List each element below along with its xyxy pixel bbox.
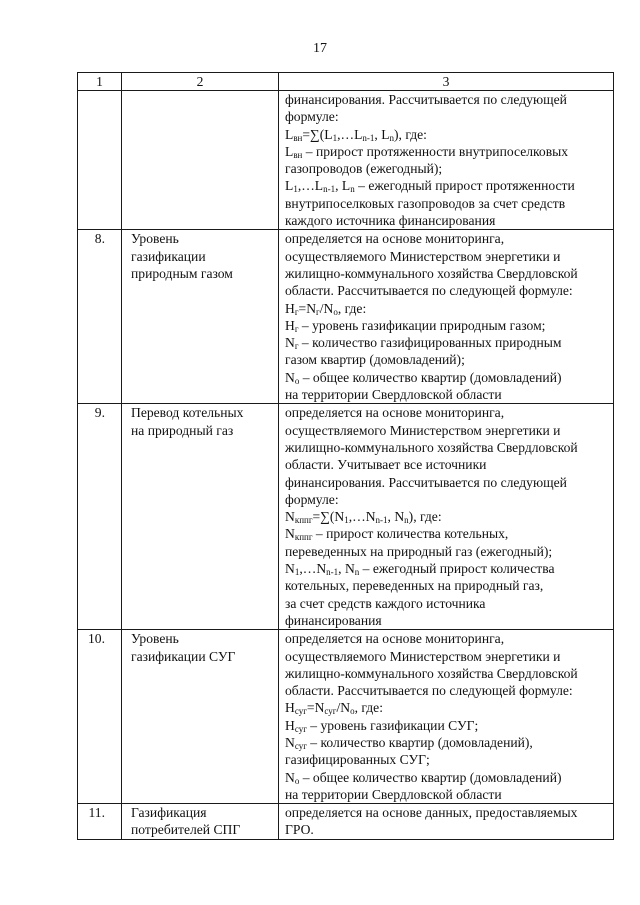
- indicator-name-line: газификации СУГ: [131, 648, 236, 664]
- formula-term: – уровень газификации СУГ;: [306, 717, 479, 733]
- formula-line: [285, 560, 609, 577]
- formula-term: ,…L: [337, 126, 363, 142]
- description-line: котельных, переведенных на природный газ,: [285, 578, 544, 594]
- table-row: [78, 404, 614, 630]
- table-row-continued: [78, 91, 614, 230]
- formula-subscript: o: [294, 775, 300, 786]
- table-row: [78, 230, 614, 404]
- formula-line: [285, 734, 609, 751]
- indicator-name-line: газификации: [131, 248, 206, 264]
- formula-subscript: 1: [344, 515, 349, 526]
- indicator-name-cell: [122, 404, 279, 630]
- formula-subscript: суг: [294, 740, 307, 751]
- formula-term: – общее количество квартир (домовладений): [299, 369, 562, 385]
- description-line: осуществляемого Министерством энергетики и: [285, 648, 561, 664]
- formula-subscript: вн: [293, 132, 303, 143]
- description-line: переведенных на природный газ (ежегодный);: [285, 543, 553, 559]
- formula-subscript: n: [354, 567, 360, 578]
- formula-term: ,…N: [299, 561, 327, 577]
- formula-subscript: кппг: [294, 532, 313, 543]
- formula-subscript: суг: [324, 706, 337, 717]
- description-line: определяется на основе мониторинга,: [285, 405, 505, 421]
- formula-subscript: n: [389, 132, 394, 143]
- description-line: газом квартир (домовладений);: [285, 352, 465, 368]
- indicator-name-cell: [122, 91, 279, 230]
- formula-term: ), где:: [408, 509, 442, 525]
- formula-line: [285, 717, 609, 734]
- formula-term: N: [285, 369, 295, 385]
- formula-line: [285, 143, 609, 160]
- description-line: определяется на основе данных, предоставляемых: [285, 805, 578, 821]
- row-number: 10.: [88, 631, 105, 647]
- description-line: жилищно-коммунального хозяйства Свердловской: [285, 439, 578, 455]
- description-line: финансирования. Рассчитывается по следующей: [285, 474, 567, 490]
- formula-term: ), где:: [394, 126, 427, 142]
- description-line: жилищно-коммунального хозяйства Свердловской: [285, 265, 578, 281]
- formula-subscript: 1: [293, 184, 298, 195]
- indicators-table: [77, 72, 614, 840]
- description-line: внутрипоселковых газопроводов за счет средств: [285, 195, 566, 211]
- table-row: [78, 630, 614, 804]
- formula-term: – ежегодный прирост количества: [359, 561, 555, 577]
- formula-line: [285, 699, 609, 716]
- formula-subscript: г: [316, 306, 320, 317]
- formula-line: [285, 769, 609, 786]
- row-number: 8.: [94, 231, 105, 247]
- formula-term: – прирост протяженности внутрипоселковых: [302, 143, 569, 159]
- formula-term: N: [285, 335, 295, 351]
- formula-term: N: [285, 769, 295, 785]
- indicator-name-cell: [122, 630, 279, 804]
- page-number: 17: [313, 41, 327, 56]
- formula-line: [285, 177, 609, 194]
- formula-term: , L: [335, 178, 351, 194]
- formula-subscript: г: [294, 341, 299, 352]
- formula-term: ,…L: [297, 178, 324, 194]
- formula-subscript: 1: [294, 567, 300, 578]
- header-col-3: 3: [279, 73, 614, 91]
- formula-term: H: [285, 700, 295, 716]
- formula-subscript: n-1: [375, 515, 388, 526]
- indicator-name-cell: [122, 230, 279, 404]
- description-line: на территории Свердловской области: [285, 786, 502, 802]
- row-number-cell: [78, 804, 122, 840]
- formula-subscript: n-1: [326, 567, 339, 578]
- formula-subscript: суг: [294, 723, 307, 734]
- description-line: осуществляемого Министерством энергетики и: [285, 422, 561, 438]
- formula-line: [285, 525, 609, 542]
- formula-subscript: г: [294, 323, 299, 334]
- header-col-1: 1: [78, 73, 122, 91]
- header-col-2: 2: [122, 73, 279, 91]
- formula-term: L: [285, 126, 294, 142]
- description-line: области. Рассчитывается по следующей формуле:: [285, 683, 573, 699]
- indicator-name-line: Уровень: [131, 231, 179, 247]
- formula-subscript: 1: [332, 132, 338, 143]
- formula-term: =N: [306, 700, 325, 716]
- formula-term: , где:: [337, 300, 367, 316]
- formula-subscript: o: [333, 306, 338, 317]
- formula-term: H: [285, 317, 295, 333]
- formula-term: – количество газифицированных природным: [298, 335, 562, 351]
- formula-subscript: кппг: [294, 515, 313, 526]
- indicator-name-cell: [122, 804, 279, 840]
- description-line: жилищно-коммунального хозяйства Свердловской: [285, 665, 578, 681]
- formula-subscript: n: [404, 515, 409, 526]
- method-description-cell: [279, 230, 614, 404]
- row-number: 11.: [88, 805, 105, 821]
- description-line: ГРО.: [285, 822, 314, 838]
- description-line: формуле:: [285, 109, 339, 125]
- table-header-row: [78, 73, 614, 91]
- row-number: 9.: [94, 405, 105, 421]
- description-line: газопроводов (ежегодный);: [285, 161, 443, 177]
- description-line: области. Рассчитывается по следующей формуле:: [285, 283, 573, 299]
- formula-term: N: [285, 734, 295, 750]
- formula-term: H: [285, 717, 295, 733]
- formula-line: [285, 508, 609, 525]
- formula-line: [285, 126, 609, 143]
- description-line: за счет средств каждого источника: [285, 595, 486, 611]
- indicator-name-line: на природный газ: [131, 422, 234, 438]
- formula-term: , N: [338, 561, 355, 577]
- row-number-cell: [78, 91, 122, 230]
- formula-term: N: [285, 561, 295, 577]
- formula-line: [285, 369, 609, 386]
- description-line: осуществляемого Министерством энергетики и: [285, 248, 561, 264]
- formula-term: N: [285, 509, 295, 525]
- description-line: на территории Свердловской области: [285, 387, 502, 403]
- formula-subscript: o: [350, 706, 355, 717]
- formula-subscript: o: [294, 375, 300, 386]
- indicator-name-line: природным газом: [131, 265, 233, 281]
- formula-term: – уровень газификации природным газом;: [298, 317, 546, 333]
- formula-subscript: суг: [294, 706, 307, 717]
- formula-term: , L: [374, 126, 390, 142]
- row-number-cell: [78, 230, 122, 404]
- indicator-name-line: Перевод котельных: [131, 405, 244, 421]
- method-description-cell: [279, 91, 614, 230]
- formula-term: =∑(N: [312, 509, 345, 525]
- formula-term: , где:: [354, 700, 383, 716]
- formula-term: =∑(L: [302, 126, 333, 142]
- formula-term: /N: [336, 700, 351, 716]
- formula-subscript: n: [350, 184, 355, 195]
- formula-term: /N: [319, 300, 334, 316]
- description-line: газифицированных СУГ;: [285, 752, 430, 768]
- formula-subscript: n-1: [362, 132, 375, 143]
- formula-term: , N: [387, 509, 405, 525]
- formula-term: – общее количество квартир (домовладений): [299, 769, 562, 785]
- method-description-cell: [279, 404, 614, 630]
- indicator-name-line: Уровень: [131, 631, 179, 647]
- formula-term: L: [285, 143, 294, 159]
- table-body: [78, 91, 614, 840]
- formula-term: N: [285, 526, 295, 542]
- description-line: определяется на основе мониторинга,: [285, 631, 505, 647]
- description-line: каждого источника финансирования: [285, 213, 496, 229]
- formula-subscript: вн: [293, 149, 303, 160]
- formula-line: [285, 317, 609, 334]
- formula-term: – прирост количества котельных,: [312, 526, 509, 542]
- description-line: финансирования: [285, 612, 382, 628]
- description-line: определяется на основе мониторинга,: [285, 231, 505, 247]
- formula-subscript: n-1: [323, 184, 336, 195]
- formula-line: [285, 334, 609, 351]
- description-line: области. Учитывает все источники: [285, 457, 487, 473]
- indicator-name-line: Газификация: [131, 805, 207, 821]
- formula-term: =N: [298, 300, 317, 316]
- description-line: формуле:: [285, 491, 339, 507]
- method-description-cell: [279, 630, 614, 804]
- formula-term: L: [285, 178, 294, 194]
- row-number-cell: [78, 404, 122, 630]
- formula-subscript: г: [294, 306, 299, 317]
- formula-term: ,…N: [348, 509, 376, 525]
- formula-term: – количество квартир (домовладений),: [306, 734, 533, 750]
- method-description-cell: [279, 804, 614, 840]
- formula-term: H: [285, 300, 295, 316]
- indicator-name-line: потребителей СПГ: [131, 822, 241, 838]
- formula-line: [285, 300, 609, 317]
- formula-term: – ежегодный прирост протяженности: [354, 178, 575, 194]
- row-number-cell: [78, 630, 122, 804]
- description-line: финансирования. Рассчитывается по следующей: [285, 92, 567, 107]
- table-row: [78, 804, 614, 840]
